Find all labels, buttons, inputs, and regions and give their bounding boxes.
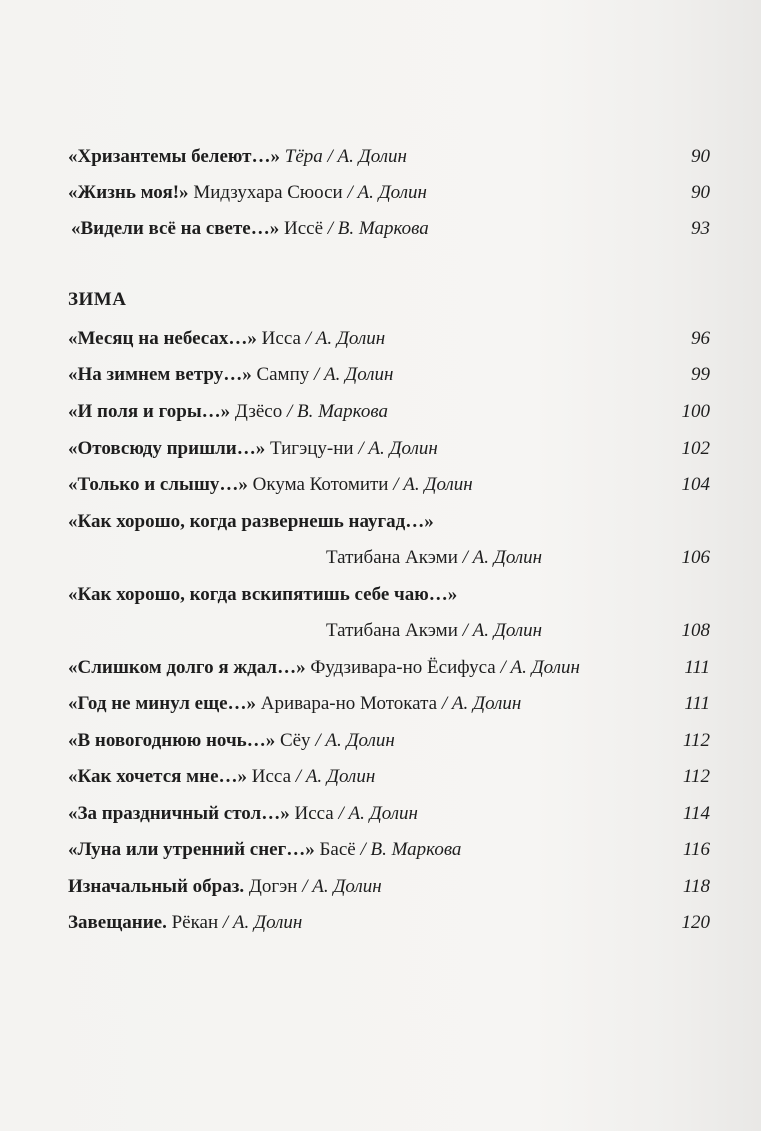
entry-page: 102 [681, 438, 710, 459]
entry-author: Сёу [279, 730, 311, 751]
entry-title: «Луна или утренний снег…» [68, 839, 315, 860]
toc-entry-wrapped [68, 510, 710, 534]
entry-author: Рёкан [171, 912, 219, 933]
entry-separator: / [327, 218, 334, 239]
entry-separator: / [222, 912, 229, 933]
entry-title: Завещание. [68, 912, 167, 933]
entry-author: Исса [251, 766, 292, 787]
entry-page: 96 [691, 328, 710, 349]
entry-page: 111 [684, 657, 710, 678]
entry-separator: / [462, 620, 468, 641]
entry-title: «Отовсюду пришли…» [68, 438, 266, 459]
entry-author: Аривара-но Мотоката [260, 693, 438, 714]
entry-title: «Только и слышу…» [68, 474, 248, 495]
entry-page: 112 [682, 766, 710, 787]
entry-translator: А. Долин [368, 438, 438, 459]
toc-entry [68, 145, 710, 169]
entry-translator: А. Долин [451, 693, 522, 714]
entry-title: «И поля и горы…» [68, 401, 231, 422]
section-title: ЗИМА [68, 289, 127, 310]
entry-separator: / [286, 401, 293, 422]
entry-page: 106 [681, 547, 710, 568]
entry-title: «На зимнем ветру…» [68, 364, 252, 385]
entry-translator: А. Долин [337, 146, 407, 167]
entry-title: «Как хорошо, когда развернешь наугад…» [68, 511, 434, 532]
entry-page: 114 [682, 803, 710, 824]
toc-entry [68, 327, 710, 351]
entry-translator: А. Долин [315, 328, 386, 349]
entry-separator: / [314, 364, 320, 385]
entry-page: 112 [682, 730, 710, 751]
toc-entry-wrapped [68, 583, 710, 607]
entry-author: Тигэцу-ни [269, 438, 354, 459]
toc-entry [68, 437, 710, 461]
entry-separator: / [462, 547, 468, 568]
toc-entry [68, 765, 710, 789]
entry-title: «В новогоднюю ночь…» [68, 730, 276, 751]
entry-translator: В. Маркова [370, 839, 462, 860]
toc-entry [68, 729, 710, 753]
toc-entry [68, 363, 710, 387]
entry-separator: / [347, 182, 353, 203]
entry-page: 108 [681, 620, 710, 641]
entry-author: Басё [319, 839, 356, 860]
entry-author: Тёра [284, 146, 323, 167]
entry-page: 99 [691, 364, 710, 385]
entry-author: Окума Котомити [252, 474, 389, 495]
entry-title: «Как хорошо, когда вскипятишь себе чаю…» [68, 584, 458, 605]
entry-title: «Слишком долго я ждал…» [68, 657, 306, 678]
entry-author: Сампу [256, 364, 310, 385]
toc-entry [68, 692, 710, 716]
entry-continuation [326, 619, 542, 643]
entry-author: Исса [261, 328, 301, 349]
entry-page: 111 [684, 693, 710, 714]
entry-separator: / [305, 328, 311, 349]
entry-separator: / [315, 730, 321, 751]
entry-author: Мидзухара Сюоси [193, 182, 343, 203]
entry-separator: / [295, 766, 302, 787]
entry-title: «Как хочется мне…» [68, 766, 248, 787]
entry-title: «Год не минул еще…» [68, 693, 257, 714]
entry-translator: А. Долин [312, 876, 382, 897]
entry-page: 116 [682, 839, 710, 860]
entry-author: Догэн [248, 876, 298, 897]
entry-page: 100 [681, 401, 710, 422]
entry-separator: / [441, 693, 448, 714]
entry-translator: А. Долин [403, 474, 473, 495]
entry-title: «Хризантемы белеют…» [68, 146, 280, 167]
entry-page: 90 [691, 146, 710, 167]
entry-separator: / [302, 876, 308, 897]
entry-title: «За праздничный стол…» [68, 803, 290, 824]
entry-page: 104 [681, 474, 710, 495]
toc-entry [71, 217, 710, 241]
entry-title: «Видели всё на свете…» [71, 218, 280, 239]
toc-entry [68, 911, 710, 935]
entry-title: «Жизнь моя!» [68, 182, 189, 203]
entry-translator: А. Долин [472, 620, 543, 641]
entry-separator: / [360, 839, 366, 860]
entry-page: 90 [691, 182, 710, 203]
entry-page: 120 [681, 912, 710, 933]
entry-translator: В. Маркова [297, 401, 388, 422]
entry-separator: / [338, 803, 344, 824]
entry-translator: А. Долин [232, 912, 303, 933]
entry-translator: А. Долин [357, 182, 427, 203]
toc-entry [68, 875, 710, 899]
entry-title: «Месяц на небесах…» [68, 328, 257, 349]
entry-separator: / [393, 474, 399, 495]
entry-translator: В. Маркова [337, 218, 429, 239]
entry-translator: А. Долин [325, 730, 395, 751]
toc-entry [68, 400, 710, 424]
entry-author: Исса [294, 803, 334, 824]
entry-author: Дзёсо [234, 401, 283, 422]
entry-translator: А. Долин [348, 803, 418, 824]
entry-title: Изначальный образ. [68, 876, 245, 897]
toc-entry [68, 802, 710, 826]
entry-translator: А. Долин [305, 766, 376, 787]
entry-page: 118 [682, 876, 710, 897]
entry-author: Иссё [283, 218, 324, 239]
entry-translator: А. Долин [472, 547, 543, 568]
entry-translator: А. Долин [510, 657, 580, 678]
toc-entry [68, 656, 710, 680]
toc-entry [68, 473, 710, 497]
entry-continuation [326, 546, 542, 570]
entry-page: 93 [691, 218, 710, 239]
toc-entry [68, 181, 710, 205]
entry-author: Татибана Акэми [326, 620, 458, 641]
toc-entry [68, 838, 710, 862]
entry-translator: А. Долин [324, 364, 394, 385]
entry-separator: / [358, 438, 364, 459]
entry-author: Татибана Акэми [326, 547, 458, 568]
entry-separator: / [327, 146, 333, 167]
entry-separator: / [500, 657, 506, 678]
entry-author: Фудзивара-но Ёсифуса [310, 657, 496, 678]
